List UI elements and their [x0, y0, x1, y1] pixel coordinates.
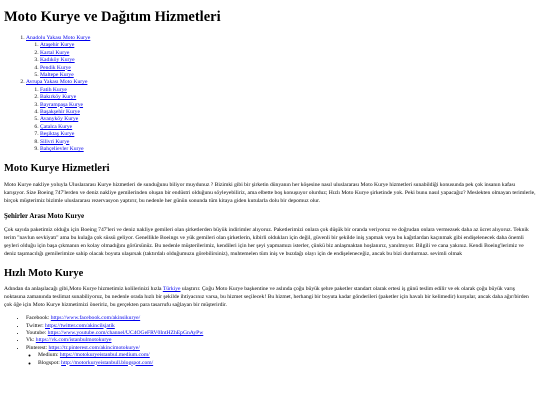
medium-link[interactable]: https://motokuryeistanbul.medium.com/ — [59, 352, 150, 359]
toc-link[interactable]: Pendik Kurye — [40, 64, 71, 71]
toc-subitem — [40, 131, 536, 138]
toc-link[interactable]: Beşiktaş Kurye — [40, 131, 75, 138]
toc-link-anadolu[interactable]: Anadolu Yakası Moto Kurye — [26, 34, 91, 41]
toc-subitem — [40, 57, 536, 64]
toc-subitem — [40, 102, 536, 109]
social-links-list — [4, 315, 536, 367]
toc-item — [26, 79, 536, 153]
fast-paragraph-text: Adından da anlaşılacağı gibi,Moto Kurye hizmetimiz kolilerinizi hızla — [4, 286, 163, 293]
social-label: Pinterest: — [26, 344, 48, 351]
toc-subitem — [40, 87, 536, 94]
social-label: Facebook: — [26, 315, 50, 322]
toc-subitem — [40, 109, 536, 116]
social-item-facebook — [26, 315, 536, 322]
social-item-vk — [26, 337, 536, 344]
social-label: Medium: — [38, 352, 59, 359]
youtube-link[interactable]: https://www.youtube.com/channel/UC4OGeFRV0IntHZhEpGnAyPw — [47, 330, 204, 337]
toc-subitem — [40, 72, 536, 79]
social-label: Vk: — [26, 337, 35, 344]
fast-paragraph-text: ulaştırır. Çoğu Moto Kurye başkentine ve aslında çoğu büyük şehre paketler standart olarak ertesi iş günü teslim edilir ve ek olarak çoğu büyük varış noktasına zamanında teslimat sunabiliyoruz, bu nedenle orada hızlı bir şekilde ihtiyacınız varsa, bu hizmet seçilecek! Bu hizmet, herhangi bir boyuta kadar gönderileri (paketler için havalı bir kelimedir) kurşular, ancak daha ağır/birden çok öğe için Moto Kurye hizmetimizi öneririz, bu gerçekten para tasarrufu sağlayan bir müşterirdir. — [4, 286, 529, 309]
toc-link[interactable]: Kartal Kurye — [40, 49, 70, 56]
toc-link[interactable]: Başakşehir Kurye — [40, 109, 80, 115]
toc-link-avrupa[interactable]: Avrupa Yakası Moto Kurye — [26, 79, 88, 86]
social-label: Twitter: — [26, 322, 44, 329]
vk-link[interactable]: https://vk.com/istanbulmotokurye — [35, 337, 112, 344]
toc-subitem — [40, 116, 536, 123]
social-item-youtube — [26, 330, 536, 337]
toc-link[interactable]: Çatalca Kurye — [40, 123, 73, 130]
section-heading-fast: Hızlı Moto Kurye — [4, 267, 84, 279]
intercity-paragraph: Çok sayıda paketimiz olduğu için Boeing 747'leri ve deniz nakliye gemileri olan şirketlerden büyük indirimler alıyoruz. Paketlerimizi onlara çok düşük bir oranda veriyoruz ve doğrudan onlara vermezsek daha az ücret alıyoruz. Teknik terim "navlun sevkiyatı" ama bu kulağa çok süssü geliyor. Genellikle Boeings ve yük gemileri olan şirketlerin, kibirli oldukları için değil, güvenli bir şekilde iniş yapmak veya bu kağıtlardan kaçınmak gibi endişelenecek daha önemli şeyleri olduğu için başa çıkmanın en kolay olmadığını görürsünüz. Bu nedenle müşterilerimiz, kendileri için her şeyi yapmamızı isterler, çünkü biz anlaşmaktan hoşlanırız, yanılmıyor. Bilgili ve cana yakınız. Kendi Boeing'lerimiz ve deniz taşımacılığı gemilerimize sahip olacak boyuta ulaşırsak (taktırdalı olduğumuzu görebilirsiniz), muhtemelen tüm iniş ve buzdağı olayı için de endişeleneceğiz, ancak bu bizi durdurmaz. sevimli olmak — [4, 226, 529, 257]
toc-link[interactable]: Ataşehir Kurye — [40, 42, 75, 49]
pinterest-link[interactable]: https://tr.pinterest.com/akincimotokurye/ — [48, 344, 140, 351]
toc-link[interactable]: Silivri Kurye — [40, 138, 70, 145]
blogspot-link[interactable]: http://motorkuryeistanbull.blogspot.com/ — [61, 359, 154, 366]
social-label: Youtube: — [26, 330, 47, 337]
turkiye-link[interactable]: Türkiye — [162, 286, 181, 293]
toc-link[interactable]: Maltepe Kurye — [40, 71, 74, 78]
toc-link[interactable]: Kadıköy Kurye — [40, 57, 75, 64]
social-item-medium — [38, 352, 536, 359]
page-title: Moto Kurye ve Dağıtım Hizmetleri — [4, 9, 221, 25]
toc-link[interactable]: Bayrampaşa Kurye — [40, 101, 84, 108]
social-item-pinterest — [26, 345, 536, 367]
toc-link[interactable]: Fatih Kurye — [40, 86, 67, 93]
facebook-link[interactable]: https://www.facebook.com/akinsikurye/ — [50, 315, 141, 322]
toc-subitem — [40, 139, 536, 146]
fast-paragraph — [4, 285, 536, 309]
toc-item — [26, 35, 536, 79]
toc-subitem — [40, 94, 536, 101]
toc-subitem — [40, 124, 536, 131]
table-of-contents — [4, 35, 536, 154]
twitter-link[interactable]: https://twitter.com/akincilsjatik — [45, 322, 115, 329]
section-heading-intercity: Şehirler Arası Moto Kurye — [4, 211, 85, 220]
toc-subitem — [40, 42, 536, 49]
toc-link[interactable]: Avanyköy Kurye — [40, 116, 79, 123]
social-item-blogspot — [38, 360, 536, 367]
toc-link[interactable]: Bakırköy Kurye — [40, 94, 77, 101]
toc-subitem — [40, 50, 536, 57]
section-heading-services: Moto Kurye Hizmetleri — [4, 163, 110, 175]
toc-subitem — [40, 146, 536, 153]
services-paragraph: Moto Kurye nakliye yoluyla Uluslararası Kurye hizmetleri de sunduğunu biliyor muydunuz ? Bizimki gibi bir şirketin dünyanın her köşesine nasıl uluslararası Moto Kurye hizmetleri sunabildiği konusunda pek çok insanın kafası karışıyor. Size Boeing 747'lerden ve deniz nakliye gemilerinden oluşan bir endüstri olduğunu söyleyebiliriz, ama elbette boş konuşuyor olurduz; Hızlı Moto Kurye şirketinde yok. Peki bunu nasıl yapacağız? Meslekten olmayan terimlerle, birçok müşterimiz bizimle uluslararası rezervasyon yaptırır, bu nedenle her günün sonunda tüm kitaya giden kutularla dolu bir depomuz olur. — [4, 181, 536, 204]
social-label: Blogspot: — [38, 359, 60, 366]
toc-subitem — [40, 65, 536, 72]
social-item-twitter — [26, 323, 536, 330]
toc-link[interactable]: Bahçelievler Kurye — [40, 146, 84, 153]
